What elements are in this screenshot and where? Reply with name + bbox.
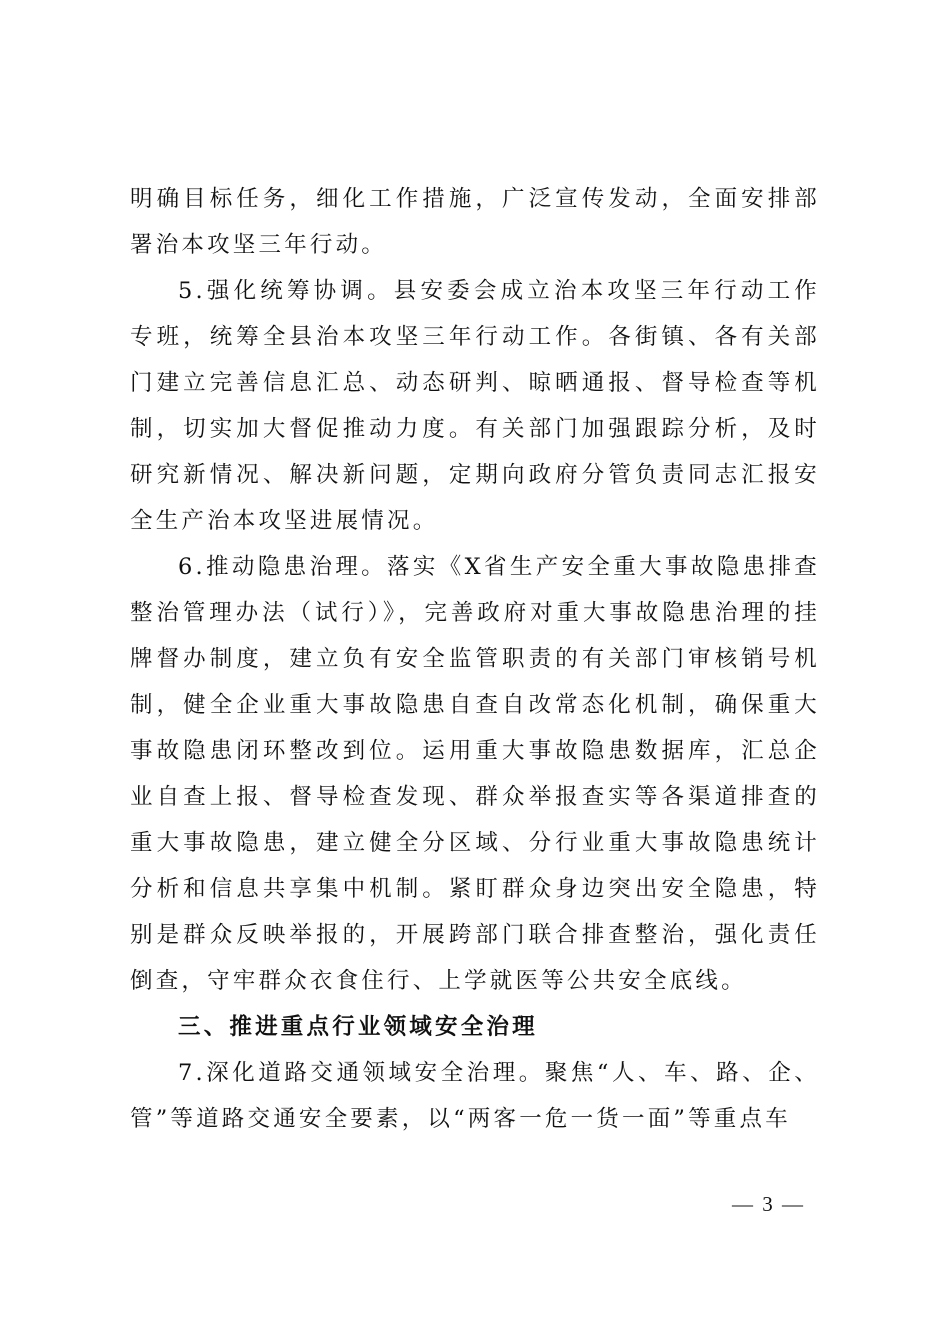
page-number: — 3 — [732,1192,805,1216]
paragraph-6-hazard-governance: 6.推动隐患治理。落实《X省生产安全重大事故隐患排查整治管理办法（试行）》，完善政府对重大事故隐患治理的挂牌督办制度，建立负有安全监管职责的有关部门审核销号机制，健全企业重大事故隐患自查自改常态化机制，确保重大事故隐患闭环整改到位。运用重大事故隐患数据库，汇总企业自查上报、督导检查发现、群众举报查实等各渠道排查的重大事故隐患，建立健全分区域、分行业重大事故隐患统计分析和信息共享集中机制。紧盯群众身边突出安全隐患，特别是群众反映举报的，开展跨部门联合排查整治，强化责任倒查，守牢群众衣食住行、上学就医等公共安全底线。 [130,554,820,994]
body-text [130,176,820,1142]
paragraph-7-road-traffic: 7.深化道路交通领域安全治理。聚焦“人、车、路、企、管”等道路交通安全要素，以“两客一危一货一面”等重点车 [130,1060,820,1132]
paragraph-continuation: 明确目标任务，细化工作措施，广泛宣传发动，全面安排部署治本攻坚三年行动。 [130,186,820,258]
paragraph-5-coordination: 5.强化统筹协调。县安委会成立治本攻坚三年行动工作专班，统筹全县治本攻坚三年行动工作。各街镇、各有关部门建立完善信息汇总、动态研判、晾晒通报、督导检查等机制，切实加大督促推动力度。有关部门加强跟踪分析，及时研究新情况、解决新问题，定期向政府分管负责同志汇报安全生产治本攻坚进展情况。 [130,278,820,534]
section-heading: 三、推进重点行业领域安全治理 [178,1014,538,1040]
